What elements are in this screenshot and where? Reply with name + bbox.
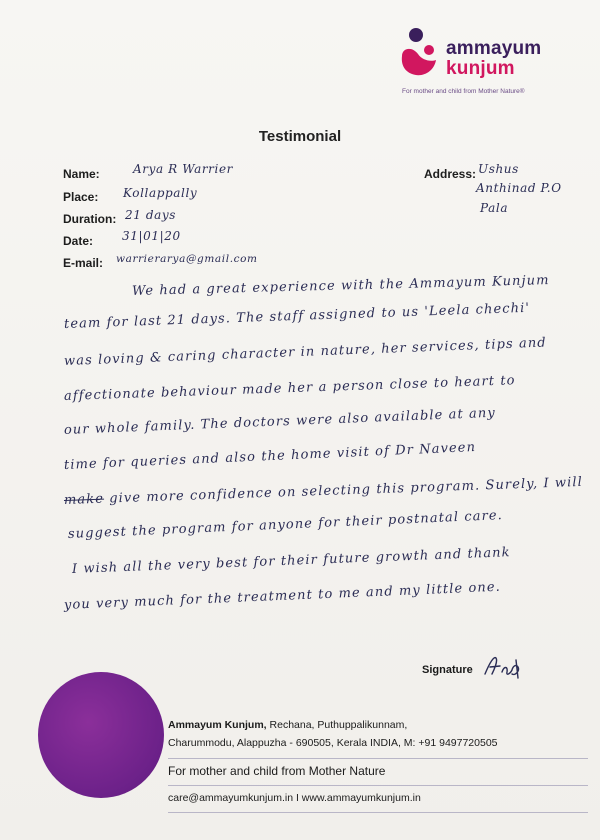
testimonial-line: time for queries and also the home visit of Dr Naveen xyxy=(63,440,477,473)
date-value: 31|01|20 xyxy=(122,229,181,243)
logo-tagline: For mother and child from Mother Nature® xyxy=(402,88,525,95)
footer-address-rest: Rechana, Puthuppalikunnam, xyxy=(266,719,408,731)
name-label: Name: xyxy=(63,167,100,181)
decorative-purple-circle xyxy=(38,672,164,798)
testimonial-line: team for last 21 days. The staff assigned to us 'Leela chechi' xyxy=(63,300,531,332)
footer-divider xyxy=(168,758,588,759)
footer-tagline: For mother and child from Mother Nature xyxy=(168,764,386,778)
mother-child-logo-icon xyxy=(398,26,442,78)
testimonial-line: We had a great experience with the Ammayum Kunjum xyxy=(131,273,550,299)
testimonial-line xyxy=(64,475,583,508)
footer-company-name: Ammayum Kunjum, xyxy=(168,719,267,731)
signature-label: Signature xyxy=(422,664,473,676)
place-label: Place: xyxy=(63,190,99,204)
footer-contact: care@ammayumkunjum.in I www.ammayumkunjum.in xyxy=(168,792,421,804)
footer-address-line-2: Charummodu, Alappuzha - 690505, Kerala INDIA, M: +91 9497720505 xyxy=(168,737,498,749)
duration-value: 21 days xyxy=(125,208,177,222)
testimonial-line: our whole family. The doctors were also available at any xyxy=(63,405,497,438)
footer-divider xyxy=(168,785,588,786)
email-value: warrierarya@gmail.com xyxy=(116,253,258,265)
footer-address-line-1 xyxy=(168,719,407,731)
footer-divider xyxy=(168,812,588,813)
address-line: Ushus xyxy=(478,162,519,176)
address-label: Address: xyxy=(424,167,477,181)
testimonial-line: I wish all the very best for their future growth and thank xyxy=(71,545,511,577)
testimonial-line: suggest the program for anyone for their postnatal care. xyxy=(67,508,504,542)
name-value: Arya R Warrier xyxy=(133,162,233,176)
testimonial-line-text: give more confidence on selecting this program. Surely, I will xyxy=(109,474,584,507)
address-line: Anthinad P.O xyxy=(476,181,562,195)
date-label: Date: xyxy=(63,234,94,248)
email-label: E-mail: xyxy=(63,256,104,270)
testimonial-line: was loving & caring character in nature, her services, tips and xyxy=(63,335,547,369)
testimonial-line: you very much for the treatment to me and my little one. xyxy=(63,579,502,613)
testimonial-line: affectionate behaviour made her a person close to heart to xyxy=(63,373,516,404)
place-value: Kollappally xyxy=(123,186,198,200)
logo-word-ammayum: ammayum xyxy=(446,38,542,59)
company-logo xyxy=(398,26,588,106)
struck-word: make xyxy=(63,491,105,508)
address-line: Pala xyxy=(480,201,509,215)
signature-scribble xyxy=(482,652,530,680)
page-title: Testimonial xyxy=(258,128,342,145)
logo-word-kunjum: kunjum xyxy=(446,58,515,79)
duration-label: Duration: xyxy=(63,212,117,226)
